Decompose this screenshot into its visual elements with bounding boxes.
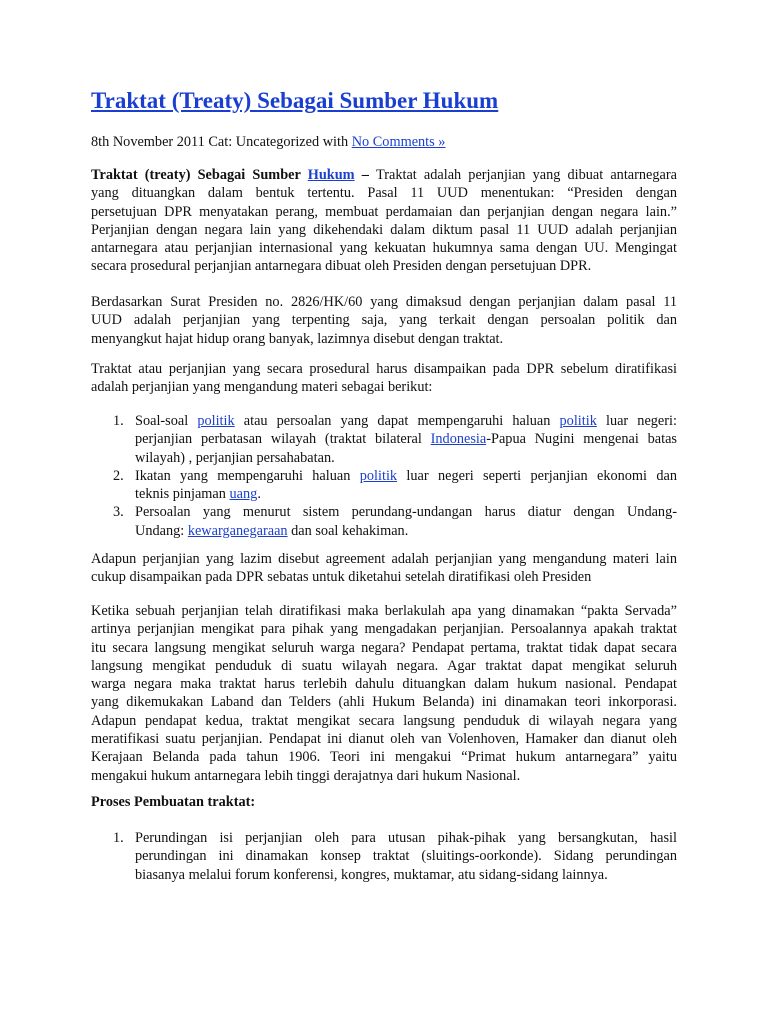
p5-line-10: mengakui hukum antarnegara lebih tinggi derajatnya dari hukum Nasional. <box>91 767 521 784</box>
proses-list <box>91 829 677 884</box>
p5-line-2: artinya perjanjian mengikat para pihak yang mengadakan perjanjian. Persoalannya apakah traktat <box>91 621 677 638</box>
list1-item1-line3: wilayah) , perjanjian persahabatan. <box>135 449 335 466</box>
p1-line-6: secara prosedural perjanjian antarnegara dibuat oleh Presiden dengan persetujuan DPR. <box>91 258 592 275</box>
text-fragment: teknis pinjaman <box>135 486 230 503</box>
p2-line-3: menyangkut hajat hidup orang banyak, lazimnya disebut dengan traktat. <box>91 330 504 347</box>
text-fragment: -Papua Nugini mengenai batas <box>486 431 677 448</box>
p5-line-5: warga negara maka traktat harus terlebih dahulu dituangkan dalam hukum nasional. Pendapat <box>91 676 677 693</box>
p5-line-7: Adapun pendapat kedua, traktat mengikat secara langsung penduduk di wilayah negara yang <box>91 712 677 729</box>
list-number: 3. <box>113 504 124 521</box>
text-fragment: . <box>257 486 261 503</box>
list2-item1-line2: perundingan ini dinamakan konsep traktat (sluitings-oorkonde). Sidang perundingan <box>135 848 677 865</box>
section-heading: Proses Pembuatan traktat: <box>91 794 256 810</box>
p5-line-6: yang dikemukakan Laband dan Telders (ahli Hukum Belanda) ini dinamakan teori inkorporasi. <box>91 694 677 711</box>
text-fragment: dan soal kehakiman. <box>287 522 409 539</box>
text-fragment: Undang: <box>135 522 188 539</box>
list-item <box>91 412 677 467</box>
list1-item1-line2 <box>135 430 677 448</box>
p1-line-4: Perjanjian dengan negara lain yang dikehendaki dalam diktum pasal 11 UUD adalah perjanjian <box>91 221 677 238</box>
text-fragment: luar negeri seperti perjanjian ekonomi dan <box>397 467 677 484</box>
paragraph-4 <box>91 550 677 587</box>
p1-line-1 <box>91 166 677 184</box>
paragraph-2 <box>91 293 677 348</box>
paragraph-3 <box>91 360 677 397</box>
p5-line-8: meratifikasi suatu perjanjian. Pendapat ini dianut oleh van Volenhoven, Hamaker dan dianut oleh <box>91 731 677 748</box>
p5-line-4: langsung mengikat penduduk di suatu wilayah negara. Agar traktat dapat mengikat seluruh <box>91 657 677 674</box>
text-fragment: Soal-soal <box>135 413 198 429</box>
politik-link[interactable]: politik <box>559 413 597 429</box>
p1-bold-prefix: Traktat (treaty) Sebagai Sumber <box>91 167 308 183</box>
article-title[interactable]: Traktat (Treaty) Sebagai Sumber Hukum <box>91 88 499 113</box>
p5-line-3: itu secara langsung mengikat seluruh warga negara? Pendapat pertama, traktat tidak dapat secara <box>91 639 677 656</box>
politik-link[interactable]: politik <box>359 467 398 484</box>
p5-line-1: Ketika sebuah perjanjian telah diratifikasi maka berlakulah apa yang dinamakan “pakta Servada” <box>91 603 677 619</box>
post-meta <box>91 134 445 151</box>
p3-line-2: adalah perjanjian yang mengandung materi sebagai berikut: <box>91 379 433 396</box>
list2-item1-line3: biasanya melalui forum konferensi, kongres, muktamar, atu sidang-sidang lainnya. <box>135 866 608 883</box>
paragraph-5 <box>91 602 677 785</box>
list-number: 2. <box>113 467 124 484</box>
list1-item2-line1 <box>135 467 677 485</box>
list-item <box>91 467 677 504</box>
list1-item2-line2 <box>135 485 677 503</box>
p5-line-9: Kerajaan Belanda pada tahun 1906. Teori ini mengakui “Primat hukum antarnegara” yaitu <box>91 749 677 766</box>
p1-dash: – <box>354 167 376 183</box>
p1-line-1-rest: Traktat adalah perjanjian yang dibuat antarnegara <box>375 167 678 183</box>
p4-line-2: cukup disampaikan pada DPR sebatas untuk diketahui setelah diratifikasi oleh Presiden <box>91 569 592 586</box>
text-fragment: perjanjian perbatasan wilayah (traktat bilateral <box>135 431 431 448</box>
paragraph-1 <box>91 166 677 276</box>
meta-text: 8th November 2011 Cat: Uncategorized with <box>91 134 352 150</box>
text-fragment: Ikatan yang mempengaruhi haluan <box>135 467 360 484</box>
p2-line-2: UUD adalah perjanjian yang terpenting saja, yang terkait dengan persoalan politik dan <box>91 312 677 329</box>
no-comments-link[interactable]: No Comments » <box>351 134 446 150</box>
list1-item3-line1: Persoalan yang menurut sistem perundang-undangan harus diatur dengan Undang- <box>135 504 677 521</box>
p4-line-1: Adapun perjanjian yang lazim disebut agreement adalah perjanjian yang mengandung materi lain <box>91 551 677 567</box>
p2-line-1: Berdasarkan Surat Presiden no. 2826/HK/60 yang dimaksud dengan perjanjian dalam pasal 11 <box>91 294 677 310</box>
list-number: 1. <box>113 413 124 429</box>
list-number: 1. <box>113 830 124 846</box>
list1-item3-line2 <box>135 522 677 540</box>
politik-link[interactable]: politik <box>197 413 235 429</box>
hukum-link[interactable]: Hukum <box>307 167 355 183</box>
list2-item1-line1: Perundingan isi perjanjian oleh para utusan pihak-pihak yang bersangkutan, hasil <box>135 830 677 846</box>
text-fragment: luar negeri: <box>596 413 677 429</box>
list1-item1-line1 <box>135 412 677 430</box>
p1-line-2: yang dituangkan dalam bentuk tertentu. Pasal 11 UUD menentukan: “Presiden dengan <box>91 185 677 202</box>
text-fragment: atau persoalan yang dapat mempengaruhi haluan <box>234 413 560 429</box>
p1-line-5: antarnegara atau perjanjian internasional yang kekuatan hukumnya sama dengan UU. Mengingat <box>91 240 677 257</box>
p3-line-1: Traktat atau perjanjian yang secara prosedural harus disampaikan pada DPR sebelum diratifikasi <box>91 361 677 377</box>
p1-line-3: persetujuan DPR menyatakan perang, membuat perdamaian dan perjanjian dengan negara lain.” <box>91 203 677 220</box>
indonesia-link[interactable]: Indonesia <box>430 431 487 448</box>
kewarganegaraan-link[interactable]: kewarganegaraan <box>187 522 288 539</box>
materi-list <box>91 412 677 540</box>
list-item <box>91 829 677 884</box>
list-item <box>91 503 677 540</box>
uang-link[interactable]: uang <box>229 486 258 503</box>
